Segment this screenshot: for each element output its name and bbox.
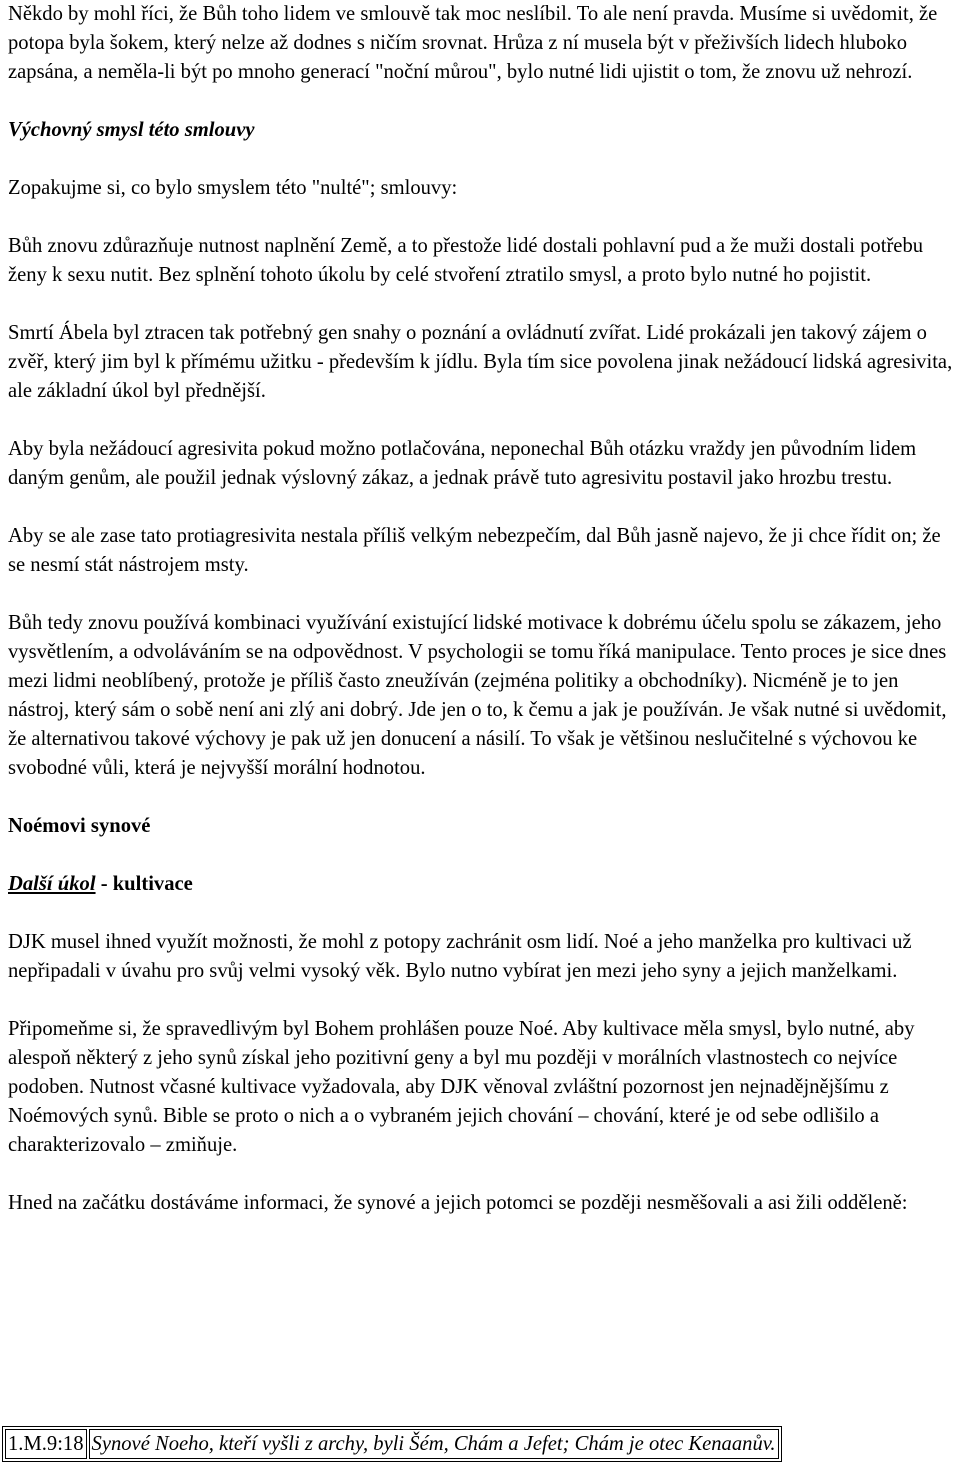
subsection-heading-italic: Další úkol [8,873,96,895]
section-heading: Noémovi synové [8,815,151,837]
paragraph: Někdo by mohl říci, že Bůh toho lidem ve smlouvě tak moc neslíbil. To ale není pravda. Musíme si uvědomit, že potopa byla šokem, který nelze až dodnes s ničím srovnat. Hrůza z ní musela být v přeživších lidech hluboko zapsána, a neměla-li být po mnoho generací "noční můrou", bylo nutné lidi ujistit o tom, že znovu už nehrozí. [8,3,938,83]
paragraph: DJK musel ihned využít možnosti, že mohl z potopy zachránit osm lidí. Noé a jeho manželka pro kultivaci už nepřipadali v úvahu pro svůj velmi vysoký věk. Bylo nutno vybírat jen mezi jeho syny a jejich manželkami. [8,931,912,982]
paragraph: Zopakujme si, co bylo smyslem této "nulté"; smlouvy: [8,177,458,199]
verse-reference: 1.M.9:18 [5,1429,87,1459]
paragraph: Aby se ale zase tato protiagresivita nestala příliš velkým nebezpečím, dal Bůh jasně najevo, že ji chce řídit on; že se nesmí stát nástrojem msty. [8,525,941,576]
paragraph: Připomeňme si, že spravedlivým byl Bohem prohlášen pouze Noé. Aby kultivace měla smysl, bylo nutné, aby alespoň některý z jeho synů získal jeho pozitivní geny a byl mu později v morálních vlastnostech co nejvíce podoben. Nutnost včasné kultivace vyžadovala, aby DJK věnoval zvláštní pozornost jen nejnadějnějšímu z Noémových synů. Bible se proto o nich a o vybraném jejich chování – chování, které je od sebe odlišilo a charakterizovalo – zmiňuje. [8,1018,915,1156]
document-body [8,0,960,1218]
paragraph: Bůh znovu zdůrazňuje nutnost naplnění Země, a to přestože lidé dostali pohlavní pud a že muži dostali potřebu ženy k sexu nutit. Bez splnění tohoto úkolu by celé stvoření ztratilo smysl, a proto bylo nutné ho pojistit. [8,235,924,286]
paragraph: Aby byla nežádoucí agresivita pokud možno potlačována, neponechal Bůh otázku vraždy jen původním lidem daným genům, ale použil jednak výslovný zákaz, a jednak právě tuto agresivitu postavil jako hrozbu trestu. [8,438,917,489]
verse-table [2,1426,782,1462]
subsection-heading [8,870,960,899]
section-heading: Výchovný smysl této smlouvy [8,119,255,141]
paragraph: Hned na začátku dostáváme informaci, že synové a jejich potomci se později nesměšovali a asi žili odděleně: [8,1192,908,1214]
table-row [5,1429,779,1459]
paragraph: Smrtí Ábela byl ztracen tak potřebný gen snahy o poznání a ovládnutí zvířat. Lidé prokázali jen takový zájem o zvěř, který jim byl k přímému užitku - především k jídlu. Byla tím sice povolena jinak nežádoucí lidská agresivita, ale základní úkol byl přednější. [8,322,953,402]
subsection-heading-rest: - kultivace [95,873,193,895]
paragraph: Bůh tedy znovu používá kombinaci využívání existující lidské motivace k dobrému účelu spolu se zákazem, jeho vysvětlením, a odvoláváním se na odpovědnost. V psychologii se tomu říká manipulace. Tento proces je sice dnes mezi lidmi neoblíbený, protože je příliš často zneužíván (zejména politiky a obchodníky). Nicméně je to jen nástroj, který sám o sobě není ani zlý ani dobrý. Jde jen o to, k čemu a jak je používán. Je však nutné si uvědomit, že alternativou takové výchovy je pak už jen donucení a násilí. To však je většinou neslučitelné s výchovou ke svobodné vůli, která je nejvyšší morální hodnotou. [8,612,947,779]
verse-text: Synové Noeho, kteří vyšli z archy, byli Šém, Chám a Jefet; Chám je otec Kenaanův. [89,1429,779,1459]
